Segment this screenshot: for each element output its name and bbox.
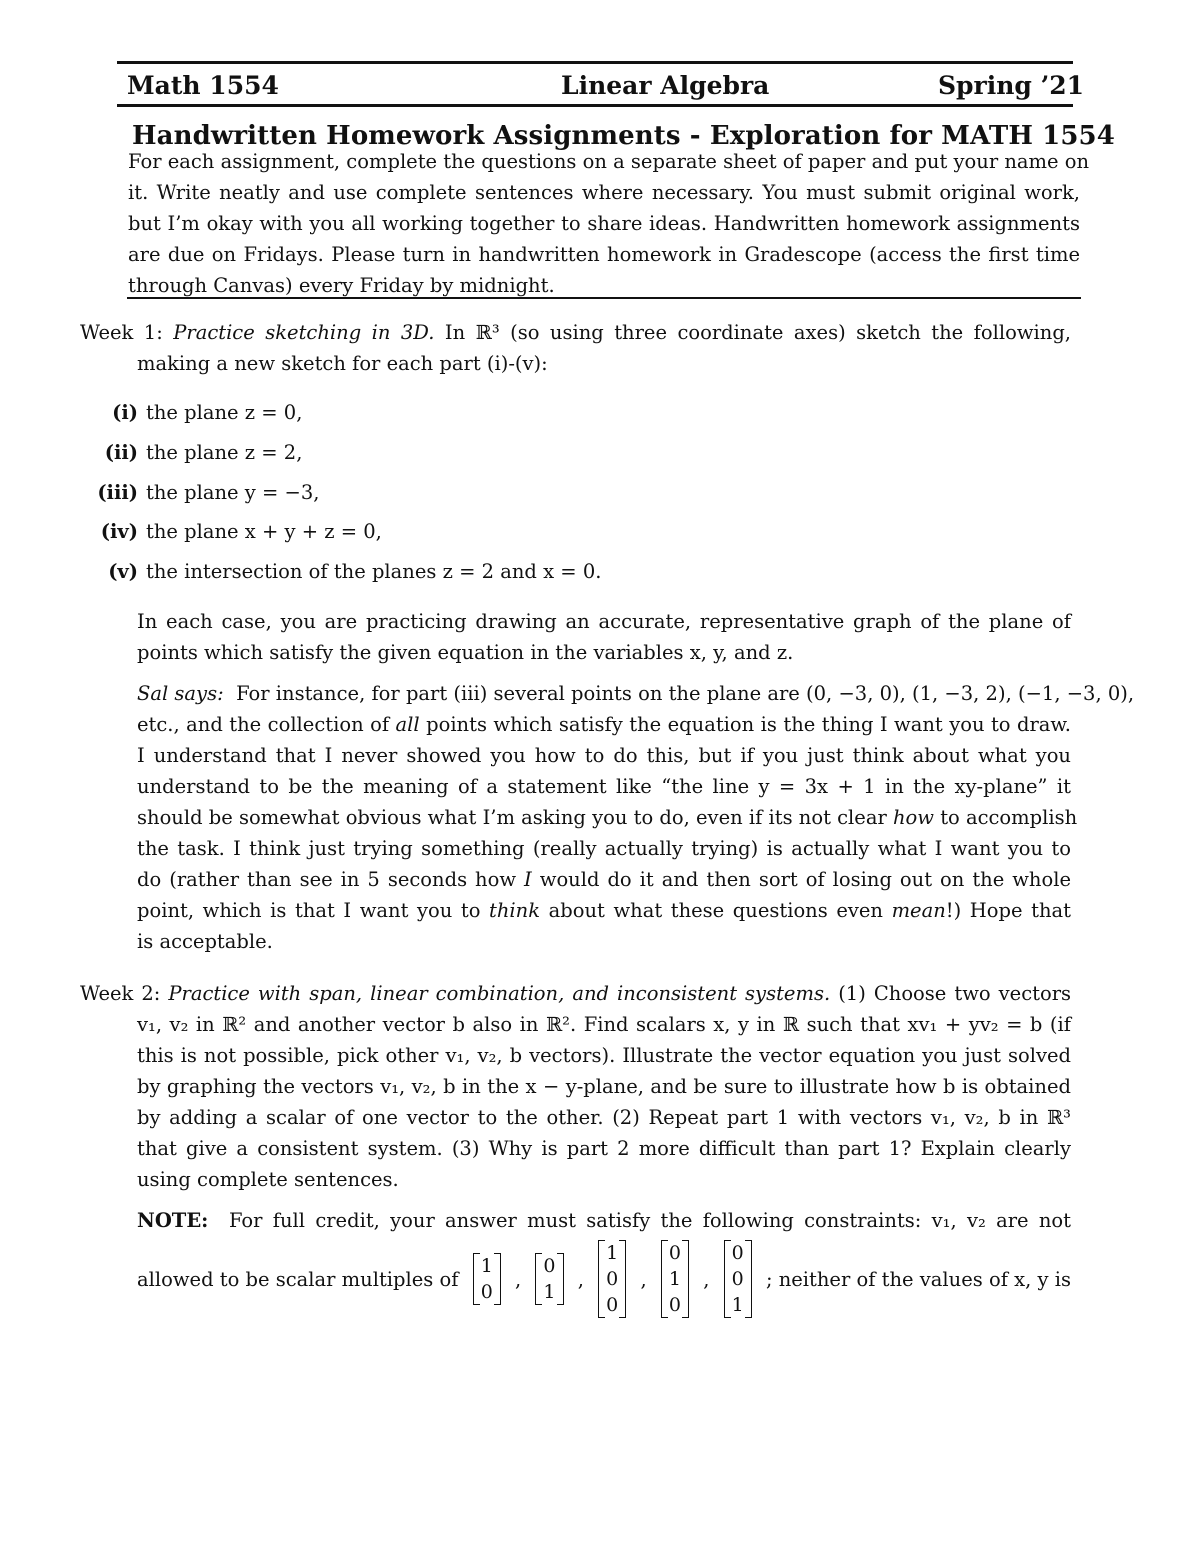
sal-line: points which satisfy the equation is the thing I want you to draw. — [426, 713, 1072, 736]
sal-line: about what these questions even — [548, 899, 883, 922]
matrix-entry: 0 — [543, 1255, 556, 1277]
sal-line: point, which is that I want you to — [137, 899, 481, 922]
week2-line: v₁, v₂ in ℝ² and another vector b also in ℝ². Find scalars x, y in ℝ such that xv₁ + yv₂ = b (if — [137, 1013, 1071, 1036]
week1-intro-text: In ℝ³ (so using three coordinate axes) sketch the following, — [444, 321, 1072, 344]
item-text: the plane y = −3, — [146, 481, 320, 504]
matrix-entry: 1 — [668, 1268, 681, 1290]
matrix-e2-r2 — [535, 1253, 563, 1305]
note-line: ; neither of the values of x, y is — [765, 1267, 1071, 1291]
item-label: (iii) — [97, 481, 138, 504]
intro-line: are due on Fridays. Please turn in handwritten homework in Gradescope (access the first time — [128, 243, 1080, 266]
week1-label: Week 1: — [80, 321, 163, 344]
week1-item — [90, 518, 382, 546]
note-line2: allowed to be scalar multiples of 1 0 , 0 1 , 1 0 0 , 0 1 0 , 0 0 1 ; neither of the values of x, y is — [137, 1242, 1071, 1316]
week2-line: using complete sentences. — [137, 1168, 399, 1191]
week2-line: that give a consistent system. (3) Why is part 2 more difficult than part 1? Explain clearly — [137, 1137, 1071, 1160]
intro-line: through Canvas) every Friday by midnight. — [128, 274, 555, 297]
item-label: (v) — [108, 560, 138, 583]
item-text: the intersection of the planes z = 2 and x = 0. — [146, 560, 602, 583]
week1-item — [90, 439, 302, 467]
matrix-entry: 0 — [606, 1268, 619, 1290]
week2-line: this is not possible, pick other v₁, v₂, b vectors). Illustrate the vector equation you just solved — [137, 1044, 1071, 1067]
sal-emphasis: mean — [891, 899, 946, 922]
week1-line2-block — [137, 348, 1071, 379]
page-title: Handwritten Homework Assignments - Exploration for MATH 1554 — [132, 121, 1115, 151]
sal-emphasis: think — [489, 899, 541, 922]
matrix-entry: 1 — [543, 1281, 556, 1303]
sal-emphasis: I — [524, 868, 532, 891]
item-text: the plane z = 0, — [146, 401, 303, 424]
sal-says-label: Sal says: — [137, 682, 224, 705]
intro-line: it. Write neatly and use complete sentences where necessary. You must submit original work, — [128, 181, 1080, 204]
week1-line2: making a new sketch for each part (i)-(v): — [137, 352, 548, 375]
intro-line: For each assignment, complete the questions on a separate sheet of paper and put your name on — [128, 150, 1090, 173]
sal-line: understand to be the meaning of a statement like “the line y = 3x + 1 in the xy-plane” it — [137, 775, 1071, 798]
week2-line: by graphing the vectors v₁, v₂, b in the x − y-plane, and be sure to illustrate how b is obtained — [137, 1075, 1071, 1098]
week1-heading-block — [80, 317, 1071, 348]
sal-line: !) Hope that — [945, 899, 1071, 922]
sal-line: would do it and then sort of losing out on the whole — [539, 868, 1072, 891]
matrix-entry: 1 — [731, 1294, 744, 1316]
header-top-rule — [117, 61, 1073, 64]
week2-line: by adding a scalar of one vector to the other. (2) Repeat part 1 with vectors v₁, v₂, b in ℝ³ — [137, 1106, 1071, 1129]
item-label: (ii) — [104, 441, 138, 464]
week1-each-case — [137, 606, 1071, 668]
matrix-e3-r3 — [724, 1240, 752, 1318]
sal-line: For instance, for part (iii) several points on the plane are (0, −3, 0), (1, −3, 2), (−1, −3, 0), — [236, 682, 1135, 705]
matrix-entry: 1 — [480, 1255, 493, 1277]
note-label: NOTE: — [137, 1209, 209, 1232]
week1-item — [90, 479, 319, 507]
sal-line: the task. I think just trying something (really actually trying) is actually what I want you to — [137, 837, 1071, 860]
matrix-e1-r3 — [598, 1240, 626, 1318]
sal-line: do (rather than see in 5 seconds how — [137, 868, 517, 891]
course-subject: Linear Algebra — [561, 71, 770, 100]
item-text: the plane x + y + z = 0, — [146, 520, 382, 543]
sal-line: etc., and the collection of — [137, 713, 390, 736]
sal-line: I understand that I never showed you how to do this, but if you just think about what you — [137, 744, 1071, 767]
matrix-entry: 0 — [731, 1268, 744, 1290]
week2-label: Week 2: — [80, 982, 161, 1005]
sal-emphasis: how — [892, 806, 934, 829]
matrix-entry: 1 — [606, 1242, 619, 1264]
course-term: Spring ’21 — [938, 71, 1085, 100]
sal-emphasis: all — [395, 713, 420, 736]
matrix-entry: 0 — [480, 1281, 493, 1303]
sal-line: is acceptable. — [137, 930, 273, 953]
item-text: the plane z = 2, — [146, 441, 303, 464]
matrix-entry: 0 — [731, 1242, 744, 1264]
each-case-line: points which satisfy the given equation in the variables x, y, and z. — [137, 641, 794, 664]
week2-body — [137, 1009, 1071, 1195]
week2-heading: Practice with span, linear combination, and inconsistent systems. — [168, 982, 831, 1005]
course-number: Math 1554 — [127, 71, 279, 100]
item-label: (i) — [112, 401, 138, 424]
sal-line: to accomplish — [940, 806, 1078, 829]
intro-line: but I’m okay with you all working together to share ideas. Handwritten homework assignments — [128, 212, 1080, 235]
matrix-e1-r2 — [473, 1253, 501, 1305]
note-line: allowed to be scalar multiples of — [137, 1267, 459, 1291]
week1-heading: Practice sketching in 3D. — [173, 321, 435, 344]
week2-intro-text: (1) Choose two vectors — [838, 982, 1072, 1005]
header-bottom-rule — [117, 104, 1073, 107]
intro-divider — [127, 297, 1081, 299]
sal-says-paragraph — [137, 678, 1135, 957]
week1-item — [90, 399, 302, 427]
matrix-entry: 0 — [606, 1294, 619, 1316]
matrix-entry: 0 — [668, 1294, 681, 1316]
note-line: For full credit, your answer must satisfy the following constraints: v₁, v₂ are not — [228, 1209, 1071, 1232]
week1-item — [90, 558, 601, 586]
intro-paragraph — [128, 146, 1090, 301]
matrix-e2-r3 — [661, 1240, 689, 1318]
matrix-entry: 0 — [668, 1242, 681, 1264]
sal-line: should be somewhat obvious what I’m asking you to do, even if its not clear — [137, 806, 887, 829]
each-case-line: In each case, you are practicing drawing an accurate, representative graph of the plane of — [137, 610, 1071, 633]
week2-heading-block — [80, 978, 1071, 1009]
item-label: (iv) — [100, 520, 138, 543]
note-line1-block — [137, 1205, 1071, 1236]
